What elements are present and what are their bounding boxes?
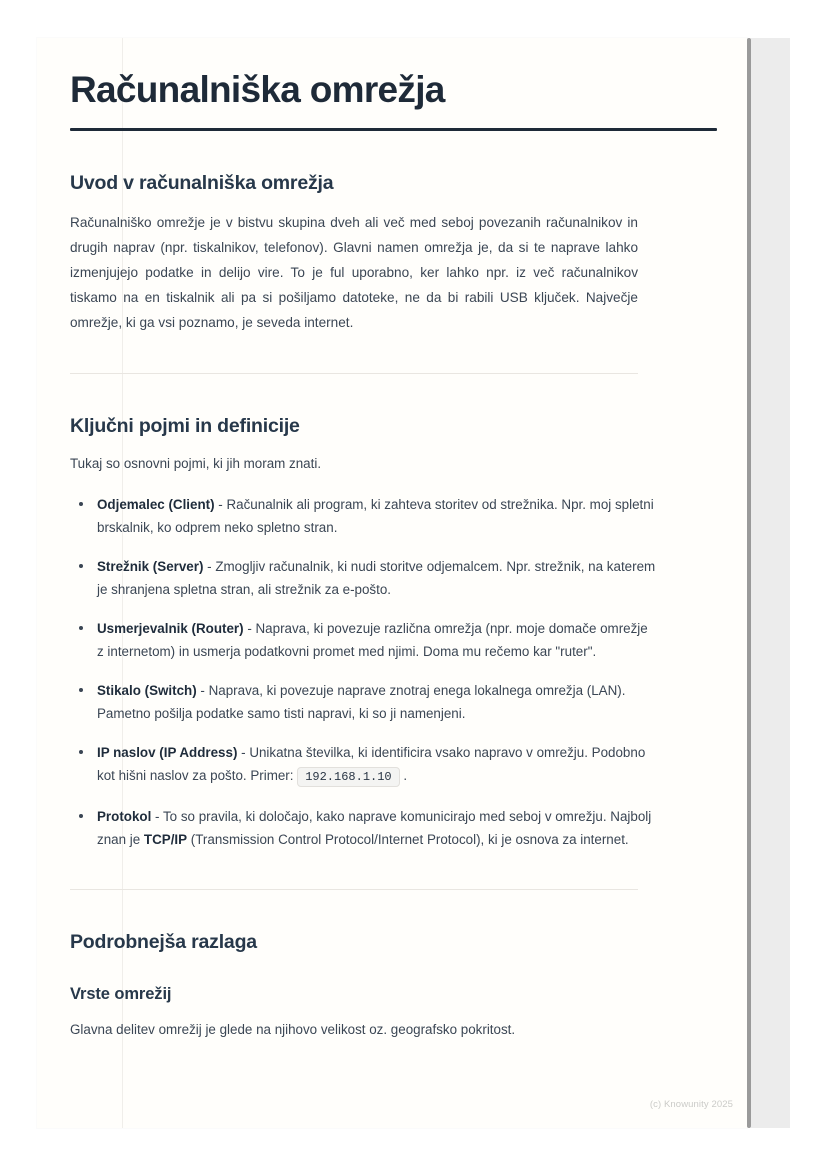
term-description-tail: . <box>399 768 408 784</box>
vertical-scrollbar-thumb[interactable] <box>747 38 751 1128</box>
term-description: Zmogljiv računalnik, ki nudi storitve odjemalcem. Npr. strežnik, na katerem je shranjena spletna stran, ali strežnik za e-pošto. <box>97 559 656 598</box>
term-name: Odjemalec (Client) <box>97 497 215 513</box>
term-name: Strežnik (Server) <box>97 559 204 575</box>
term-description: Unikatna številka, ki identificira vsako napravo v omrežju. Podobno kot hišni naslov za pošto. Primer: <box>97 745 646 784</box>
term-separator: - <box>196 683 209 699</box>
term-name: Protokol <box>97 809 152 825</box>
key-terms-lead: Tukaj so osnovni pojmi, ki jih moram znati. <box>70 456 322 472</box>
term-separator: - <box>214 497 227 513</box>
term-name: Usmerjevalnik (Router) <box>97 621 244 637</box>
key-terms-list <box>70 475 715 851</box>
list-item <box>70 617 657 663</box>
document-content <box>70 38 715 1041</box>
document-page <box>37 38 747 1128</box>
list-item <box>70 741 657 789</box>
ip-address-code-chip: 192.168.1.10 <box>297 767 399 787</box>
intro-paragraph: Računalniško omrežje je v bistvu skupina dveh ali več med seboj povezanih računalnikov in drugih naprav (npr. tiskalnikov, telefonov). Glavni namen omrežja je, da si te naprave lahko izmenjujejo podatke in delijo vire. To je ful uporabno, ker lahko npr. iz več računalnikov tiskamo na en tiskalnik ali pa si pošiljamo datoteke, ne da bi rabili USB ključek. Največje omrežje, ki ga vsi poznamo, je seveda internet. <box>70 215 638 330</box>
term-separator: - <box>243 621 256 637</box>
watermark: (c) Knowunity 2025 <box>649 1099 733 1110</box>
tcpip-emphasis: TCP/IP <box>143 832 188 848</box>
term-separator: - <box>151 809 163 825</box>
term-description: To so pravila, ki določajo, kako naprave komunicirajo med seboj v omrežju. Najbolj znan je <box>97 809 652 848</box>
details-paragraph: Glavna delitev omrežij je glede na njihovo velikost oz. geografsko pokritost. <box>70 1022 516 1038</box>
list-item <box>70 555 657 601</box>
list-item <box>70 679 657 725</box>
vertical-scrollbar-track[interactable] <box>751 38 790 1128</box>
term-name: IP naslov (IP Address) <box>97 745 238 761</box>
subsection-heading-network-types: Vrste omrežij <box>70 984 172 1003</box>
term-name: Stikalo (Switch) <box>97 683 197 699</box>
term-description: Računalnik ali program, ki zahteva storitev od strežnika. Npr. moj spletni brskalnik, ko odprem neko spletno stran. <box>97 497 654 536</box>
term-description-tail: (Transmission Control Protocol/Internet Protocol), ki je osnova za internet. <box>187 832 629 848</box>
list-item <box>70 493 657 539</box>
section-heading-details: Podrobnejša razlaga <box>70 931 257 954</box>
section-heading-intro: Uvod v računalniška omrežja <box>70 171 334 194</box>
term-description: Naprava, ki povezuje naprave znotraj enega lokalnega omrežja (LAN). Pametno pošilja podatke samo tisti napravi, ki so ji namenjeni. <box>97 683 626 722</box>
page-title: Računalniška omrežja <box>70 69 445 110</box>
term-separator: - <box>237 745 250 761</box>
section-heading-key-terms: Ključni pojmi in definicije <box>70 415 300 437</box>
list-item <box>70 805 657 851</box>
term-separator: - <box>203 559 216 575</box>
term-description: Naprava, ki povezuje različna omrežja (npr. moje domače omrežje z internetom) in usmerja podatkovni promet med njimi. Doma mu rečemo kar "ruter". <box>97 621 648 660</box>
